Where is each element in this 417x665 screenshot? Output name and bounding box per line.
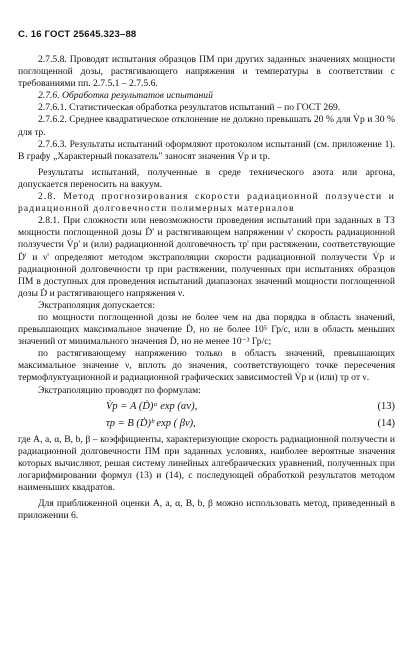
equation-number: (14) [377,417,395,429]
paragraph: 2.7.6.1. Статистическая обработка результатов испытаний – по ГОСТ 269. [38,102,341,114]
equation-number: (13) [377,400,395,412]
paragraph: 2.7.6.2. Среднее квадратическое отклонение не должно превышать 20 % для V̇р и 30 % для τр. [18,114,395,138]
paragraph: 2.7.5.8. Проводят испытания образцов ПМ при других заданных значениях мощности поглощенной дозы, растягивающего напряжения и температуры в соответствии с требованиями пп. 2.7.5.1 – 2.7.5.6. [18,54,395,90]
paragraph: Результаты испытаний, полученные в среде технического азота или аргона, допускается переносить на вакуум. [18,166,395,190]
paragraph: 2.8.1. При сложности или невозможности проведения испытаний при заданных в ТЗ мощности поглощенной дозы Ḋ' и растягивающем напряжении ν' скорость радиационной ползучести V̇р' и (или) радиационной долговечность τр' при растяжении, соответствующие Ḋ' и ν' определяют методом экстраполяции скорости радиационной ползучести V̇р и радиационной долговечности τр при растяжении, полученных при испытаниях образцов ПМ в доступных для проведения испытаний диапазонах значений мощности поглощенной дозы Ḋ и растягивающего напряжения ν. [18,215,395,299]
document-body [18,54,395,522]
paragraph: по растягивающему напряжению только в область значений, превышающих максимальное значение ν, вплоть до значения, соответствующего точке пересечения термофлуктуационной и радиационной графических зависимостей V̇р и (или) τр от ν. [18,348,395,384]
equation-13 [18,400,395,414]
paragraph: 2.7.6.3. Результаты испытаний оформляют протоколом испытаний (см. приложение 1). В графу „Характерный показатель" заносят значения V̇р и τр. [18,138,395,162]
equation-14 [18,417,395,431]
page-header: С. 16 ГОСТ 25645.323–88 [18,29,137,40]
paragraph: Для приближенной оценки A, a, α, B, b, β можно использовать метод, приведенный в приложении 6. [18,498,395,522]
equation-formula: V̇р = A (Ḋ)ᵃ exp (αν), [106,400,198,412]
section-heading: 2.8. Метод прогнозирования скорости радиационной ползучести и радиационной долговечности полимерных материалов [18,191,395,215]
paragraph: по мощности поглощенной дозы не более чем на два порядка в область значений, превышающих максимальное значение Ḋ, но не более 10⁵ Гр/с, или в область меньших значений от минимального значения Ḋ, но не менее 10⁻³ Гр/с; [18,311,395,348]
section-heading: 2.7.6. Обработка результатов испытаний [38,90,213,102]
paragraph: где A, a, α, B, b, β – коэффициенты, характеризующие скорость радиационной ползучести и радиационной долговечности ПМ при заданных условиях, наиболее вероятные значения которых вычисляют, решая систему линейных алгебраических уравнений, полученных при логарифмировании формул (13) и (14), с последующей обработкой результатов методом наименьших квадратов. [18,433,395,493]
paragraph: Экстраполяцию проводят по формулам: [38,384,201,396]
paragraph: Экстраполяция допускается: [38,299,155,311]
equation-formula: τр = B (Ḋ)ᵇ exp ( βν), [106,417,196,429]
